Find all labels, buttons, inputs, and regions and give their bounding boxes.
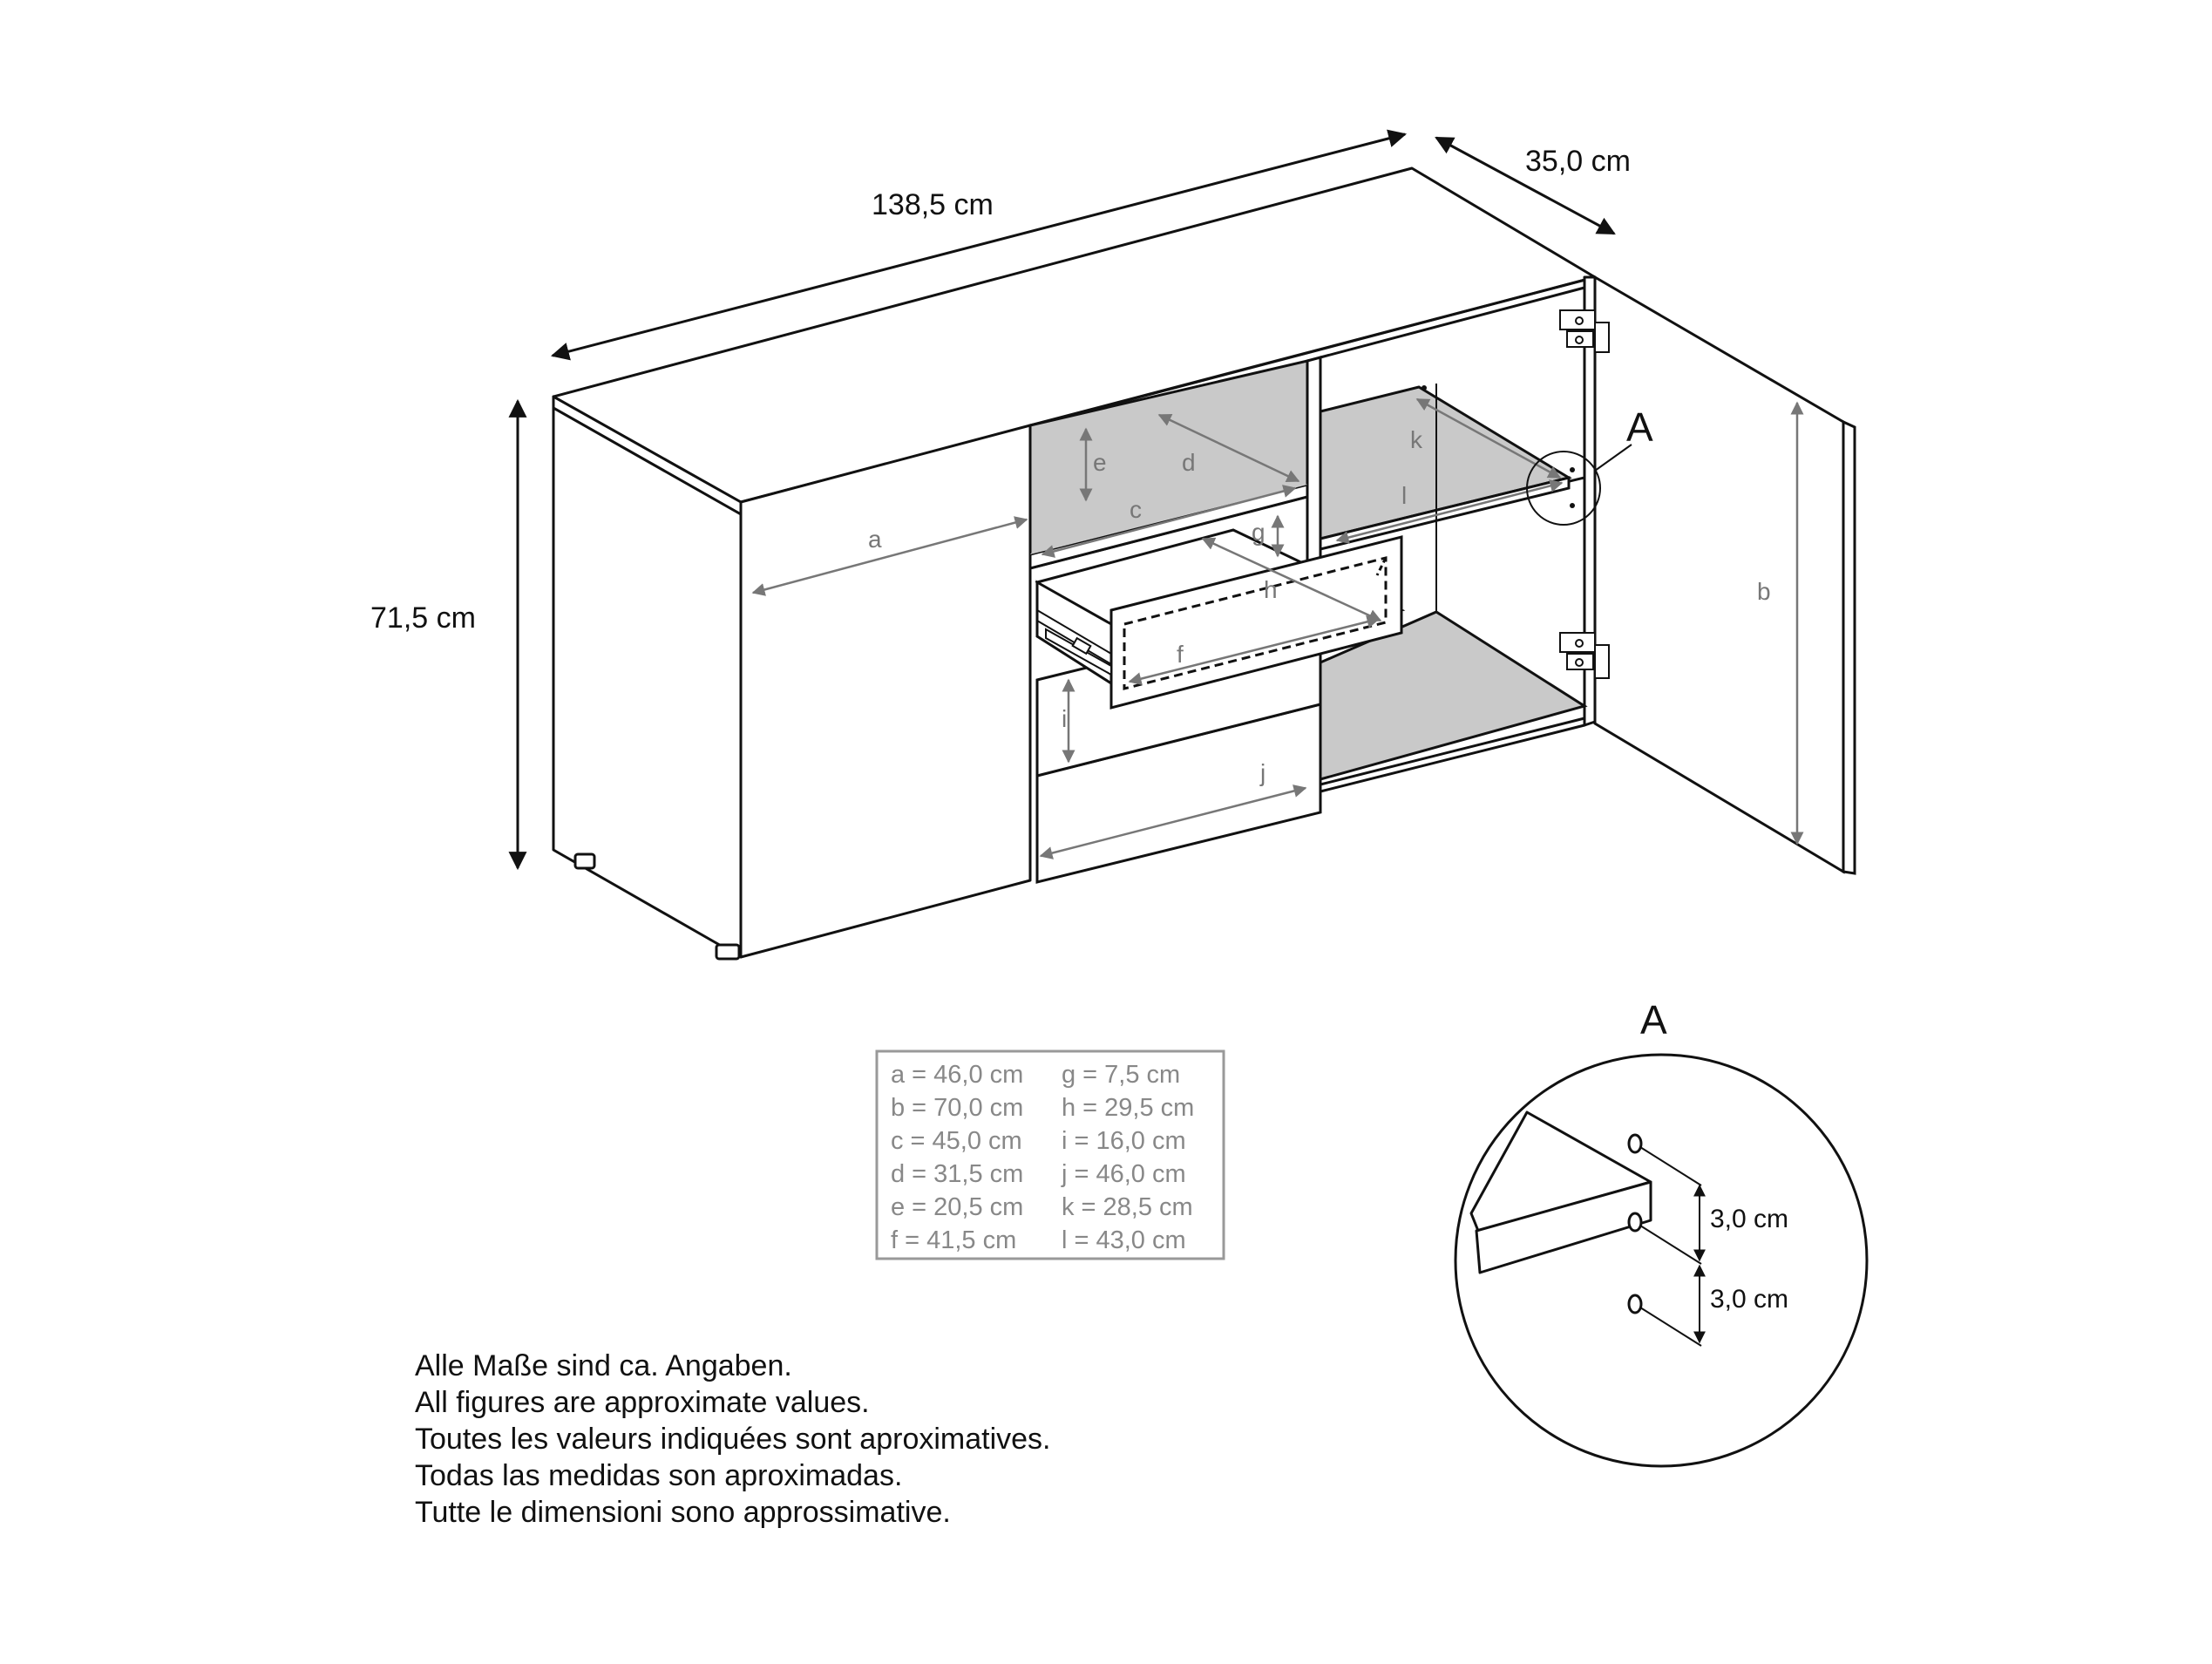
legend-d: d = 31,5 cm (891, 1160, 1024, 1188)
letter-e: e (1093, 449, 1107, 476)
legend-i: i = 16,0 cm (1062, 1127, 1186, 1155)
legend-h: h = 29,5 cm (1062, 1094, 1195, 1122)
legend-c: c = 45,0 cm (891, 1127, 1022, 1155)
legend-a: a = 46,0 cm (891, 1061, 1024, 1089)
width-label: 138,5 cm (872, 188, 994, 221)
letter-b: b (1757, 578, 1771, 605)
letter-d: d (1182, 449, 1196, 476)
callout-label: A (1626, 404, 1653, 450)
letter-k: k (1410, 426, 1422, 453)
legend-j: j = 46,0 cm (1062, 1160, 1186, 1188)
letter-f: f (1177, 641, 1184, 668)
legend-f: f = 41,5 cm (891, 1226, 1017, 1254)
depth-label: 35,0 cm (1525, 145, 1631, 178)
detail-spacing-1: 3,0 cm (1710, 1205, 1789, 1233)
letter-i: i (1062, 705, 1068, 732)
legend-table (877, 1051, 1224, 1259)
note-en: All figures are approximate values. (415, 1386, 870, 1419)
note-it: Tutte le dimensioni sono approssimative. (415, 1496, 951, 1529)
note-fr: Toutes les valeurs indiquées sont aproximatives. (415, 1423, 1051, 1456)
letter-l: l (1401, 482, 1408, 509)
letter-h: h (1264, 576, 1278, 603)
legend-g: g = 7,5 cm (1062, 1061, 1181, 1089)
note-de: Alle Maße sind ca. Angaben. (415, 1349, 792, 1382)
letter-j: j (1260, 759, 1266, 786)
legend-e: e = 20,5 cm (891, 1193, 1024, 1221)
letter-a: a (868, 526, 882, 553)
letter-c: c (1130, 496, 1142, 523)
left-door (741, 425, 1030, 957)
legend-b: b = 70,0 cm (891, 1094, 1024, 1122)
legend-k: k = 28,5 cm (1062, 1193, 1193, 1221)
right-door (1595, 277, 1855, 873)
detail-a (1455, 997, 1867, 1466)
legend-l: l = 43,0 cm (1062, 1226, 1186, 1254)
detail-title: A (1640, 997, 1667, 1043)
detail-spacing-2: 3,0 cm (1710, 1285, 1789, 1314)
note-es: Todas las medidas son aproximadas. (415, 1459, 903, 1492)
letter-g: g (1252, 519, 1265, 546)
height-label: 71,5 cm (370, 601, 476, 635)
approximation-notes (415, 1349, 1051, 1529)
